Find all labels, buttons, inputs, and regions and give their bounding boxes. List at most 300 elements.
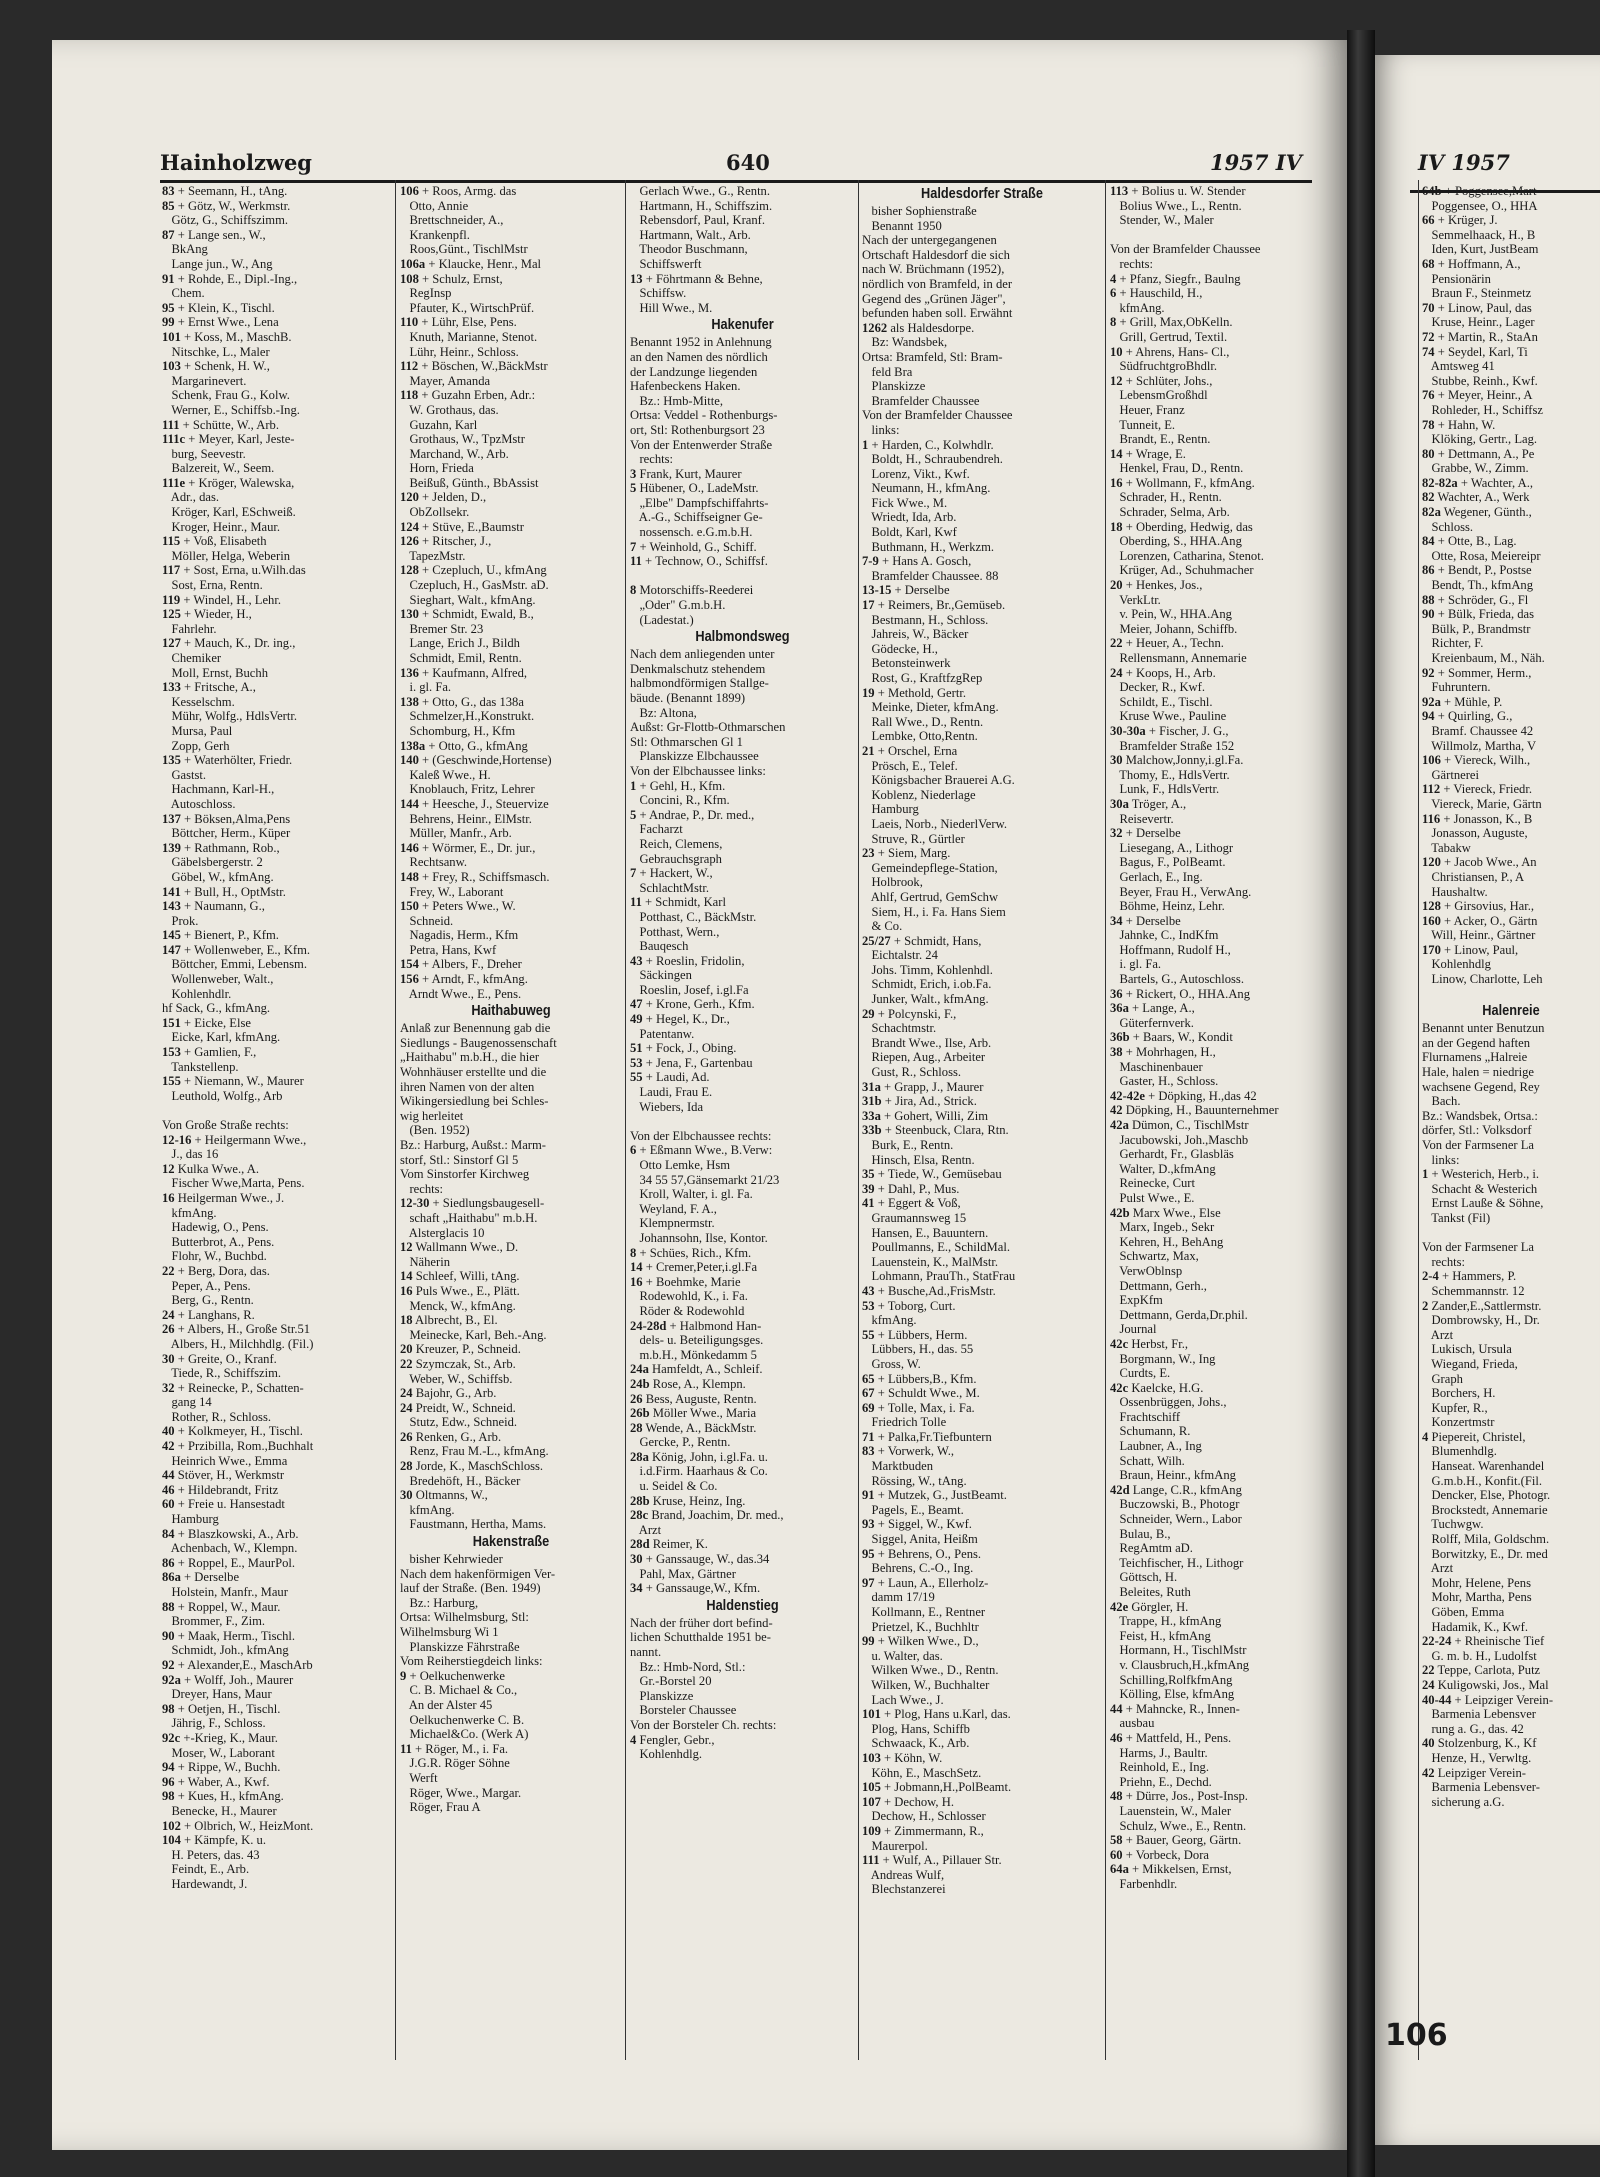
directory-entry: Beißuß, Günth., BbAssist — [400, 475, 539, 490]
directory-entry: Graph — [1422, 1371, 1463, 1386]
directory-entry: Gemeindepflege-Station, — [862, 860, 998, 875]
directory-entry: 148 + Frey, R., Schiffsmasch. — [400, 869, 550, 884]
directory-entry: Gerlach Wwe., G., Rentn. — [630, 184, 771, 198]
directory-entry: Planskizze Elbchaussee — [630, 749, 759, 764]
directory-entry: 28 Jorde, K., MaschSchloss. — [400, 1459, 544, 1474]
directory-entry: 51 + Fock, J., Obing. — [630, 1041, 737, 1056]
directory-entry: Holbrook, — [862, 875, 923, 890]
directory-entry: Wriedt, Ida, Arb. — [862, 510, 957, 525]
directory-entry: A.-G., Schiffseigner Ge- — [630, 510, 763, 525]
directory-entry: 156 + Arndt, F., kfmAng. — [400, 972, 528, 987]
directory-entry: 154 + Albers, F., Dreher — [400, 957, 522, 972]
directory-entry: 12 Kulka Wwe., A. — [162, 1161, 260, 1176]
directory-entry: 116 + Jonasson, K., B — [1422, 811, 1533, 826]
book-gutter — [1347, 30, 1375, 2177]
directory-entry: Balzereit, W., Seem. — [162, 461, 275, 476]
directory-entry: 26 Bess, Auguste, Rentn. — [630, 1391, 757, 1406]
directory-entry: 43 + Roeslin, Fridolin, — [630, 953, 745, 968]
directory-entry: Richter, F. — [1422, 636, 1484, 651]
directory-entry: Schomburg, H., Kfm — [400, 723, 516, 738]
directory-entry: 83 + Seemann, H., tAng. — [162, 184, 288, 198]
directory-entry: 5 + Andrae, P., Dr. med., — [630, 807, 755, 822]
directory-entry: Schachtmstr. — [862, 1021, 937, 1036]
directory-entry: 102 + Olbrich, W., HeizMont. — [162, 1818, 314, 1833]
directory-entry: Bolius Wwe., L., Rentn. — [1110, 198, 1242, 213]
directory-entry: Bestmann, H., Schloss. — [862, 612, 989, 627]
directory-entry: 115 + Voß, Elisabeth — [162, 534, 267, 549]
directory-entry: 1 + Gehl, H., Kfm. — [630, 778, 726, 793]
directory-entry: Liesegang, A., Lithogr — [1110, 840, 1234, 855]
directory-entry: 103 + Köhn, W. — [862, 1750, 943, 1765]
directory-entry: (Ben. 1952) — [400, 1123, 470, 1138]
directory-entry: Göben, Emma — [1422, 1605, 1505, 1619]
directory-entry: Von der Bramfelder Chaussee — [862, 408, 1013, 423]
directory-entry: Pahl, Max, Gärtner — [630, 1566, 736, 1581]
directory-entry: 113 + Bolius u. W. Stender — [1110, 184, 1246, 198]
directory-entry: 28c Brand, Joachim, Dr. med., — [630, 1508, 784, 1523]
directory-entry: Rohleder, H., Schiffsz — [1422, 402, 1543, 417]
directory-entry: Vom Sinstorfer Kirchweg — [400, 1167, 530, 1182]
directory-entry: Schmidt, Erich, i.ob.Fa. — [862, 977, 992, 992]
directory-entry: Bremer Str. 23 — [400, 621, 484, 636]
directory-entry: 68 + Hoffmann, A., — [1422, 256, 1521, 271]
directory-entry: Bredehöft, H., Bäcker — [400, 1473, 521, 1488]
column-3 — [630, 184, 855, 1762]
street-heading: Halenreie — [1482, 1002, 1540, 1020]
directory-entry: Lübbers, H., das. 55 — [862, 1342, 974, 1357]
directory-entry: Benannt unter Benutzun — [1422, 1021, 1545, 1036]
directory-entry: Benannt 1950 — [862, 218, 942, 233]
directory-entry: Frachtschiff — [1110, 1409, 1181, 1424]
directory-entry: bäude. (Benannt 1899) — [630, 691, 746, 705]
directory-entry: Schmelzer,H.,Konstrukt. — [400, 709, 535, 724]
directory-entry: Hamburg — [162, 1512, 219, 1527]
directory-entry: sicherung a.G. — [1422, 1794, 1505, 1809]
directory-entry: Göttsch, H. — [1110, 1570, 1178, 1585]
directory-entry: „Haithabu" m.b.H., die hier — [400, 1050, 540, 1065]
directory-entry: Schatt, Wilh. — [1110, 1453, 1185, 1468]
directory-entry: dörfer, Stl.: Volksdorf — [1422, 1123, 1532, 1138]
directory-entry: Burk, E., Rentn. — [862, 1138, 954, 1152]
directory-entry: 12-16 + Heilgermann Wwe., — [162, 1132, 307, 1147]
directory-entry: Fick Wwe., M. — [862, 495, 948, 510]
directory-entry: Flohr, W., Buchbd. — [162, 1249, 267, 1264]
directory-entry: 109 + Zimmermann, R., — [862, 1823, 984, 1838]
directory-entry: Hanseat. Warenhandel — [1422, 1459, 1545, 1474]
directory-entry: 6 + Hauschild, H., — [1110, 286, 1203, 301]
directory-entry: Tunneit, E. — [1110, 417, 1176, 432]
directory-entry: 145 + Bienert, P., Kfm. — [162, 928, 279, 943]
directory-entry: Ortsa: Bramfeld, Stl: Bram- — [862, 349, 1003, 364]
directory-entry: Lorenzen, Catharina, Stenot. — [1110, 548, 1264, 563]
directory-entry: 33a + Gohert, Willi, Zim — [862, 1108, 988, 1123]
directory-entry: Pfauter, K., WirtschPrüf. — [400, 300, 535, 315]
directory-entry — [1422, 987, 1600, 1002]
directory-entry: 20 Kreuzer, P., Schneid. — [400, 1342, 521, 1357]
directory-entry: VerkLtr. — [1110, 592, 1161, 607]
street-heading: Haldesdorfer Straße — [921, 185, 1043, 202]
directory-entry: Dettmann, Gerda,Dr.phil. — [1110, 1307, 1248, 1322]
directory-entry: links: — [1422, 1152, 1460, 1167]
directory-entry: 18 + Oberding, Hedwig, das — [1110, 519, 1253, 534]
directory-entry: Kesselschm. — [162, 694, 235, 709]
directory-entry: gang 14 — [162, 1395, 212, 1410]
directory-entry: Moll, Ernst, Buchh — [162, 665, 268, 680]
directory-entry: Viereck, Marie, Gärtn — [1422, 796, 1542, 811]
directory-entry: Prietzel, K., Buchhltr — [862, 1619, 979, 1634]
directory-entry: Wilken, W., Buchhalter — [862, 1677, 990, 1692]
directory-entry: Iden, Kurt, JustBeam — [1422, 242, 1539, 257]
directory-entry: 24 Kuligowski, Jos., Mal — [1422, 1677, 1549, 1692]
directory-entry: Planskizze — [630, 1688, 694, 1703]
directory-entry: 24 Preidt, W., Schneid. — [400, 1400, 516, 1415]
directory-entry: Gercke, P., Rentn. — [630, 1435, 731, 1450]
directory-entry: 96 + Waber, A., Kwf. — [162, 1774, 270, 1789]
directory-entry: Henkel, Frau, D., Rentn. — [1110, 461, 1244, 476]
directory-entry: 128 + Czepluch, U., kfmAng — [400, 563, 547, 578]
directory-entry: 28 Wende, A., BäckMstr. — [630, 1420, 757, 1435]
directory-entry: 106 + Roos, Armg. das — [400, 184, 517, 198]
directory-entry: 9 + Oelkuchenwerke — [400, 1668, 506, 1683]
directory-entry: 41 + Eggert & Voß, — [862, 1196, 961, 1211]
year-volume: 1957 IV — [1210, 150, 1302, 175]
directory-entry: Otto, Annie — [400, 198, 469, 213]
column-divider — [858, 180, 859, 2060]
directory-entry: 34 + Derselbe — [1110, 913, 1181, 928]
directory-entry: Röger, Wwe., Margar. — [400, 1785, 522, 1800]
directory-entry: 36b + Baars, W., Kondit — [1110, 1030, 1233, 1045]
directory-entry: Bz.: Hmb-Nord, Stl.: — [630, 1659, 746, 1674]
directory-entry: Arndt Wwe., E., Pens. — [400, 986, 522, 1001]
directory-entry: 24-28d + Halbmond Han- — [630, 1318, 762, 1333]
directory-entry: Schwaack, K., Arb. — [862, 1736, 970, 1751]
directory-entry: nach W. Brüchmann (1952), — [862, 262, 1005, 277]
directory-entry: 64b + Poggensee,Mart — [1422, 184, 1537, 198]
directory-entry: 47 + Krone, Gerh., Kfm. — [630, 997, 755, 1012]
directory-entry: Schneid. — [400, 913, 454, 928]
directory-entry: Krankenpfl. — [400, 227, 470, 242]
directory-entry: Boldt, H., Schraubendreh. — [862, 452, 1003, 467]
directory-entry: Maurerpol. — [862, 1838, 928, 1853]
directory-entry: Buthmann, H., Werkzm. — [862, 539, 995, 554]
directory-entry: Bz: Altona, — [630, 705, 697, 720]
directory-entry: 34 55 57,Gänsemarkt 21/23 — [630, 1172, 780, 1187]
directory-entry: halbmondförmigen Stallge- — [630, 676, 769, 691]
directory-entry: Prok. — [162, 913, 199, 928]
directory-entry: Kruse Wwe., Pauline — [1110, 709, 1227, 724]
directory-entry: 53 + Jena, F., Gartenbau — [630, 1055, 753, 1070]
directory-entry: 127 + Mauch, K., Dr. ing., — [162, 636, 296, 651]
directory-entry: 111e + Kröger, Walewska, — [162, 475, 295, 490]
directory-entry: Plog, Hans, Schiffb — [862, 1721, 970, 1736]
directory-entry: Säckingen — [630, 968, 692, 983]
directory-entry: 42 + Przibilla, Rom.,Buchhalt — [162, 1439, 314, 1454]
directory-entry: Haushaltw. — [1422, 884, 1488, 899]
directory-entry: Schulz, Wwe., E., Rentn. — [1110, 1818, 1247, 1833]
directory-entry: Fuhruntern. — [1422, 680, 1491, 695]
directory-entry: 36a + Lange, A., — [1110, 1001, 1195, 1016]
directory-entry: Eichtalstr. 24 — [862, 948, 938, 963]
directory-entry: Bz.: Harburg, Außst.: Marm- — [400, 1138, 546, 1152]
directory-entry: 90 + Maak, Herm., Tischl. — [162, 1628, 296, 1643]
directory-entry: Sost, Erna, Rentn. — [162, 578, 263, 593]
directory-entry: & Co. — [862, 919, 903, 934]
directory-entry: 1 + Westerich, Herb., i. — [1422, 1167, 1540, 1182]
directory-entry: ihren Namen von der alten — [400, 1079, 535, 1094]
directory-entry: Eicke, Karl, kfmAng. — [162, 1030, 281, 1045]
directory-entry: Poullmanns, E., SchildMal. — [862, 1240, 1010, 1255]
directory-entry: 31a + Grapp, J., Maurer — [862, 1079, 984, 1094]
directory-entry: Bramfelder Straße 152 — [1110, 738, 1235, 753]
directory-entry: 11 + Technow, O., Schiffsf. — [630, 554, 768, 569]
directory-entry: Tankstellenp. — [162, 1059, 239, 1074]
directory-entry: Von der Elbchaussee links: — [630, 763, 766, 778]
directory-entry: Schenk, Frau G., Kolw. — [162, 388, 290, 403]
directory-entry: Bendt, Th., kfmAng — [1422, 578, 1534, 593]
directory-entry: Pensionärin — [1422, 271, 1491, 286]
directory-entry: Lauenstein, K., MalMstr. — [862, 1254, 999, 1269]
directory-entry: Brockstedt, Annemarie — [1422, 1502, 1548, 1517]
directory-entry: Roos,Günt., TischlMstr — [400, 242, 528, 257]
directory-entry: Klöking, Gertr., Lag. — [1422, 432, 1538, 447]
directory-entry: an den Namen des nördlich — [630, 349, 768, 364]
directory-entry: Bach. — [1422, 1094, 1461, 1109]
directory-entry: Rodewohld, K., i. Fa. — [630, 1289, 748, 1304]
directory-entry: SchlachtMstr. — [630, 880, 710, 895]
directory-entry: Dencker, Else, Photogr. — [1422, 1488, 1551, 1503]
directory-entry: Faustmann, Hertha, Mams. — [400, 1517, 547, 1532]
directory-entry: Planskizze Fährstraße — [400, 1639, 520, 1654]
directory-entry: Bz.: Hmb-Mitte, — [630, 393, 724, 408]
directory-entry: 147 + Wollenweber, E., Kfm. — [162, 942, 311, 957]
directory-entry: 139 + Rathmann, Rob., — [162, 840, 280, 855]
directory-entry: bisher Kehrwieder — [400, 1552, 503, 1567]
directory-entry: storf, Stl.: Sinstorf Gl 5 — [400, 1152, 519, 1167]
directory-entry: Hachmann, Karl-H., — [162, 782, 275, 797]
directory-entry: Gäbelsbergerstr. 2 — [162, 855, 263, 870]
directory-entry: 43 + Busche,Ad.,FrisMstr. — [862, 1283, 996, 1298]
directory-entry: Nagadis, Herm., Kfm — [400, 928, 519, 943]
column-divider — [1418, 180, 1419, 2060]
directory-entry: Marx, Ingeb., Sekr — [1110, 1220, 1215, 1235]
directory-entry: Schwartz, Max, — [1110, 1249, 1199, 1264]
directory-entry: 3 Frank, Kurt, Maurer — [630, 466, 742, 481]
directory-entry: 137 + Böksen,Alma,Pens — [162, 811, 291, 826]
directory-entry — [630, 1114, 855, 1129]
directory-entry: damm 17/19 — [862, 1590, 935, 1605]
directory-entry: Nitschke, L., Maler — [162, 344, 270, 359]
directory-entry: Lange jun., W., Ang — [162, 256, 273, 271]
directory-entry: 111 + Wulf, A., Pillauer Str. — [862, 1853, 1002, 1868]
directory-entry: Gerlach, E., Ing. — [1110, 869, 1203, 884]
directory-entry: 92c +-Krieg, K., Maur. — [162, 1730, 278, 1745]
directory-entry: Teichfischer, H., Lithogr — [1110, 1555, 1244, 1570]
directory-entry: Röder & Rodewohld — [630, 1303, 745, 1318]
directory-entry: 65 + Lübbers,B., Kfm. — [862, 1371, 977, 1386]
directory-entry: wachsene Gegend, Rey — [1422, 1079, 1540, 1094]
directory-entry: Hill Wwe., M. — [630, 300, 713, 315]
directory-entry: Außst: Gr-Flottb-Othmarschen — [630, 720, 786, 735]
directory-entry: 78 + Hahn, W. — [1422, 417, 1496, 432]
directory-entry: rechts: — [400, 1181, 444, 1196]
directory-entry: 30-30a + Fischer, J. G., — [1110, 723, 1229, 738]
directory-entry: 144 + Heesche, J., Steuervize — [400, 796, 549, 811]
directory-entry: Koblenz, Niederlage — [862, 787, 976, 802]
directory-entry: rechts: — [630, 452, 674, 467]
directory-entry: Andreas Wulf, — [862, 1867, 945, 1882]
directory-entry: 141 + Bull, H., OptMstr. — [162, 884, 286, 899]
directory-entry: Knuth, Marianne, Stenot. — [400, 329, 538, 344]
directory-entry: Borchers, H. — [1422, 1386, 1496, 1401]
directory-entry: Heuer, Franz — [1110, 402, 1185, 417]
directory-entry: 60 + Freie u. Hansestadt — [162, 1497, 285, 1512]
directory-entry: 22 Teppe, Carlota, Putz — [1422, 1663, 1541, 1678]
directory-entry: Pagels, E., Beamt. — [862, 1502, 964, 1517]
directory-entry: lichen Schutthalde 1951 be- — [630, 1630, 771, 1645]
directory-entry: 24 + Langhans, R. — [162, 1307, 255, 1322]
directory-entry: Wiebers, Ida — [630, 1099, 704, 1114]
directory-entry: Schmidt, Joh., kfmAng — [162, 1643, 289, 1658]
directory-entry: Krüger, Ad., Schuhmacher — [1110, 563, 1254, 578]
directory-entry: 67 + Schuldt Wwe., M. — [862, 1386, 980, 1401]
directory-entry: 26 + Albers, H., Große Str.51 — [162, 1322, 311, 1337]
directory-entry: Holstein, Manfr., Maur — [162, 1585, 288, 1599]
directory-entry: kfmAng. — [862, 1313, 917, 1328]
directory-entry: 42c Herbst, Fr., — [1110, 1336, 1189, 1351]
directory-entry: 85 + Götz, W., Werkmstr. — [162, 198, 291, 213]
directory-entry: 94 + Rippe, W., Buchh. — [162, 1760, 281, 1775]
directory-entry: 7 + Hackert, W., — [630, 866, 713, 881]
directory-entry: 98 + Oetjen, H., Tischl. — [162, 1701, 281, 1716]
directory-entry: 104 + Kämpfe, K. u. — [162, 1833, 266, 1848]
directory-entry: Ortsa: Veddel - Rothenburgs- — [630, 408, 778, 423]
directory-entry: 71 + Palka,Fr.Tiefbuntern — [862, 1429, 992, 1444]
directory-entry: Rother, R., Schloss. — [162, 1409, 271, 1424]
directory-entry: 24a Hamfeldt, A., Schleif. — [630, 1362, 763, 1377]
directory-entry: Stender, W., Maler — [1110, 213, 1214, 228]
directory-entry: Semmelhaack, H., B — [1422, 227, 1536, 242]
directory-entry: feld Bra — [862, 364, 913, 379]
directory-entry: Jonasson, Auguste, — [1422, 826, 1528, 841]
directory-entry: 33b + Steenbuck, Clara, Rtn. — [862, 1123, 1009, 1138]
directory-entry: Lach Wwe., J. — [862, 1692, 944, 1707]
directory-entry: Mursa, Paul — [162, 723, 233, 738]
directory-entry: Laeis, Norb., NiederlVerw. — [862, 816, 1008, 831]
directory-entry: 44 + Mahncke, R., Innen- — [1110, 1701, 1240, 1716]
directory-entry: Otto Lemke, Hsm — [630, 1158, 731, 1172]
directory-entry: Walter, D.,kfmAng — [1110, 1161, 1216, 1176]
directory-entry: Gaster, H., Schloss. — [1110, 1074, 1219, 1089]
directory-entry: 30 Malchow,Jonny,i.gl.Fa. — [1110, 753, 1244, 768]
directory-entry: 4 Piepereit, Christel, — [1422, 1429, 1526, 1444]
directory-entry: 92 + Alexander,E., MaschArb — [162, 1657, 313, 1672]
directory-entry: Anlaß zur Benennung gab die — [400, 1021, 551, 1036]
directory-entry: 22-24 + Rheinische Tief — [1422, 1634, 1545, 1649]
directory-entry: Schloss. — [1422, 519, 1474, 534]
directory-entry: 42d Lange, C.R., kfmAng — [1110, 1482, 1242, 1497]
directory-entry: 2-4 + Hammers, P. — [1422, 1269, 1517, 1284]
directory-entry: „Oder" G.m.b.H. — [630, 598, 726, 613]
directory-entry: Decker, R., Kwf. — [1110, 680, 1205, 695]
directory-entry: 25/27 + Schmidt, Hans, — [862, 933, 982, 948]
directory-entry: 30a Tröger, A., — [1110, 796, 1187, 811]
directory-entry: i.d.Firm. Haarhaus & Co. — [630, 1464, 768, 1479]
directory-entry: Kohlenhdlr. — [162, 986, 232, 1001]
directory-entry: Borgmann, W., Ing — [1110, 1351, 1216, 1366]
directory-entry: Johs. Timm, Kohlenhdl. — [862, 962, 993, 977]
directory-entry: Nach dem hakenförmigen Ver- — [400, 1566, 556, 1581]
directory-entry: Mayer, Amanda — [400, 373, 491, 388]
directory-entry: Gr.-Borstel 20 — [630, 1674, 712, 1689]
directory-entry: Lukisch, Ursula — [1422, 1342, 1512, 1357]
directory-entry: Harms, J., Baultr. — [1110, 1745, 1208, 1760]
directory-entry: 13 + Föhrtmann & Behne, — [630, 271, 763, 286]
directory-entry: W. Grothaus, das. — [400, 402, 499, 417]
directory-entry: Mühr, Wolfg., HdlsVertr. — [162, 709, 298, 724]
street-heading: Haithabuweg — [471, 1002, 551, 1020]
directory-entry: Meinecke, Karl, Beh.-Ang. — [400, 1327, 547, 1342]
directory-entry: Rost, G., KraftfzgRep — [862, 671, 983, 685]
directory-entry: Fischer Wwe,Marta, Pens. — [162, 1176, 305, 1191]
directory-entry: Bramf. Chaussee 42 — [1422, 723, 1534, 738]
directory-entry: Thomy, E., HdlsVertr. — [1110, 767, 1230, 782]
directory-entry: Patentanw. — [630, 1026, 695, 1041]
directory-entry: 21 + Orschel, Erna — [862, 743, 958, 758]
directory-entry: 91 + Mutzek, G., JustBeamt. — [862, 1488, 1007, 1503]
directory-entry: Heinrich Wwe., Emma — [162, 1453, 288, 1468]
directory-entry: Kroger, Heinr., Maur. — [162, 519, 281, 534]
directory-entry: 66 + Krüger, J. — [1422, 213, 1498, 228]
directory-entry: 26 Renken, G., Arb. — [400, 1429, 502, 1444]
directory-entry: 24 + Koops, H., Arb. — [1110, 665, 1216, 680]
directory-entry: 135 + Waterhölter, Friedr. — [162, 753, 293, 768]
directory-entry: 4 Fengler, Gebr., — [630, 1732, 715, 1747]
directory-entry: Königsbacher Brauerei A.G. — [862, 773, 1015, 788]
directory-entry: Albers, H., Milchhdlg. (Fil.) — [162, 1336, 314, 1351]
directory-entry: Amtsweg 41 — [1422, 359, 1495, 374]
directory-entry: Feindt, E., Arb. — [162, 1862, 250, 1877]
directory-entry: Ortschaft Haldesdorf die sich — [862, 247, 1010, 262]
directory-entry: Wohnhäuser erstellte und die — [400, 1065, 547, 1080]
directory-entry: Kroll, Walter, i. gl. Fa. — [630, 1187, 753, 1202]
directory-entry: Reinecke, Curt — [1110, 1176, 1195, 1191]
directory-entry: Wiegand, Frieda, — [1422, 1356, 1518, 1371]
directory-entry: Theodor Buschmann, — [630, 242, 748, 257]
directory-entry: Von der Farmsener La — [1422, 1138, 1535, 1152]
directory-entry: Böhme, Heinz, Lehr. — [1110, 899, 1225, 914]
directory-entry: Rall Wwe., D., Rentn. — [862, 714, 984, 729]
directory-entry: Farbenhdlr. — [1110, 1876, 1178, 1891]
directory-entry: Graumannsweg 15 — [862, 1210, 967, 1225]
directory-entry: 86a + Derselbe — [162, 1570, 240, 1585]
directory-entry: Röger, Frau A — [400, 1800, 481, 1815]
directory-entry: Tuchwgw. — [1422, 1517, 1484, 1532]
directory-entry: Von der Farmsener La — [1422, 1240, 1535, 1255]
directory-entry: Jahnke, C., IndKfm — [1110, 928, 1219, 943]
directory-entry: Weber, W., Schiffsb. — [400, 1371, 513, 1386]
directory-entry: Concini, R., Kfm. — [630, 793, 730, 808]
directory-entry: 118 + Guzahn Erben, Adr.: — [400, 388, 536, 403]
directory-entry: 16 + Boehmke, Marie — [630, 1274, 741, 1289]
directory-entry: 138a + Otto, G., kfmAng — [400, 738, 528, 753]
directory-entry: Dechow, H., Schlosser — [862, 1809, 986, 1824]
directory-entry: Güterfernverk. — [1110, 1015, 1194, 1030]
directory-entry: Borsteler Chaussee — [630, 1703, 737, 1718]
directory-entry: Grabbe, W., Zimm. — [1422, 461, 1529, 476]
directory-entry: 93 + Siggel, W., Kwf. — [862, 1517, 972, 1532]
directory-entry: Reich, Clemens, — [630, 836, 723, 851]
directory-entry: 30 + Greite, O., Kranf. — [162, 1351, 277, 1366]
